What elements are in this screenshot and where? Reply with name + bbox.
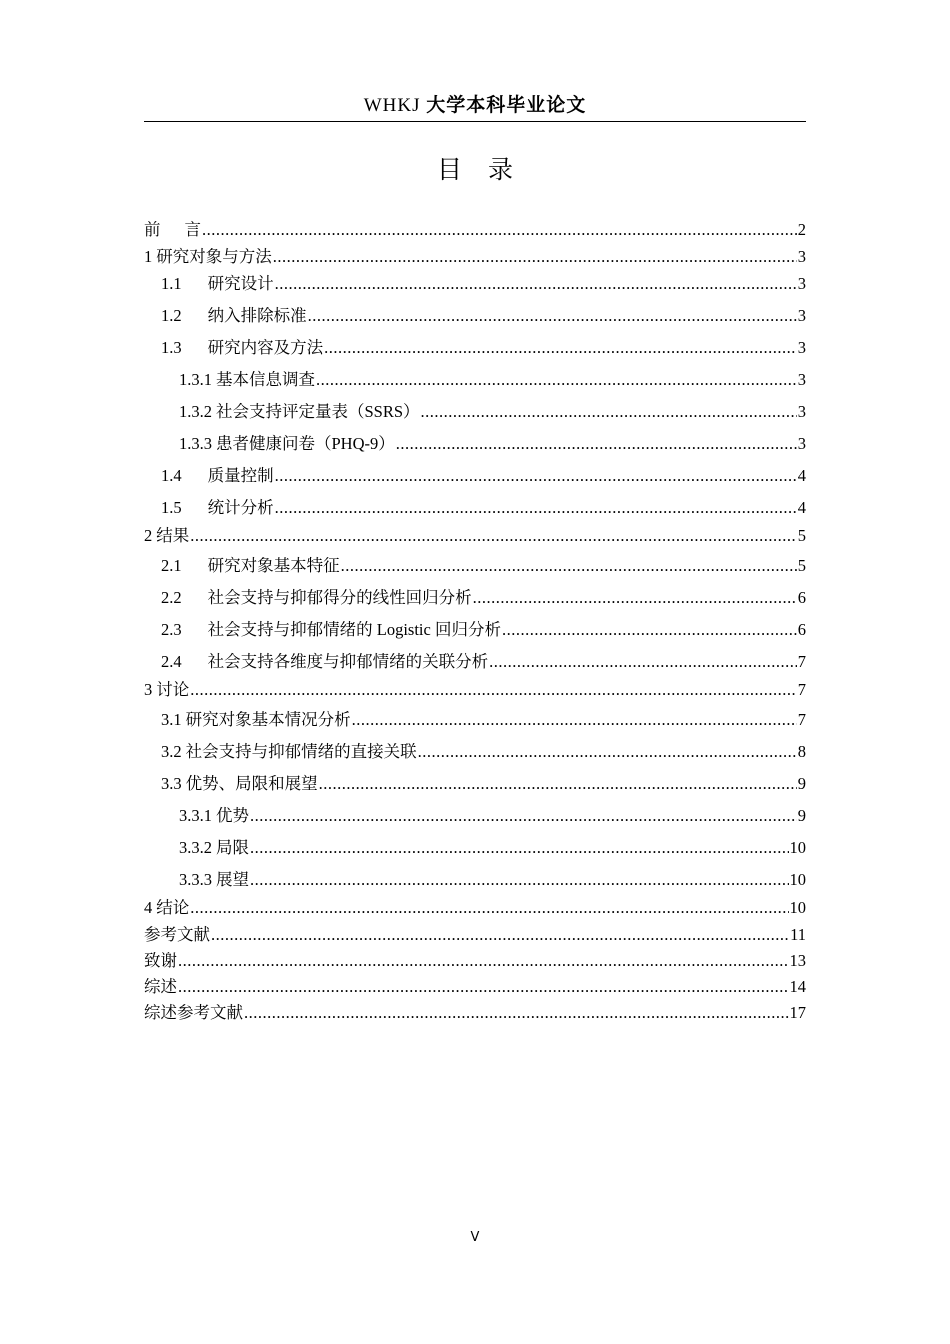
toc-entry-number: 3.3.1 (179, 806, 212, 825)
toc-entry[interactable] (144, 676, 806, 706)
toc-entry-title: 结果 (156, 526, 190, 545)
toc-entry[interactable] (144, 973, 806, 999)
toc-entry-page: 11 (790, 925, 806, 944)
toc-entry[interactable] (144, 430, 806, 462)
toc-entry-page: 13 (789, 951, 806, 970)
toc-entry-number: 3.2 (161, 742, 182, 761)
toc-entry[interactable] (144, 494, 806, 522)
toc-entry-title: 参考文献 (144, 925, 210, 944)
toc-entry-number: 2.4 (161, 652, 182, 671)
toc-dot-leader (502, 620, 797, 640)
toc-entry-title: 局限 (216, 838, 249, 857)
toc-entry-page: 17 (789, 1003, 806, 1022)
toc-entry-title: 基本信息调查 (216, 370, 315, 389)
toc-entry[interactable] (144, 738, 806, 770)
toc-entry-title: 综述参考文献 (144, 1003, 243, 1022)
toc-entry-page: 5 (797, 556, 806, 575)
toc-entry-page: 10 (789, 870, 806, 889)
toc-entry[interactable] (144, 462, 806, 494)
toc-entry[interactable] (144, 270, 806, 302)
toc-entry[interactable] (144, 398, 806, 430)
toc-entry-number: 3.3.2 (179, 838, 212, 857)
toc-entry-number: 3.1 (161, 710, 182, 729)
toc-entry-number: 2 (144, 526, 153, 545)
toc-entry-number: 1.4 (161, 466, 182, 485)
toc-entry-number: 1.5 (161, 498, 182, 517)
toc-dot-leader (273, 247, 797, 267)
toc-entry-title: 言 (184, 220, 201, 239)
toc-entry-number: 前 (144, 220, 161, 239)
toc-entry-title: 研究对象与方法 (156, 247, 272, 266)
toc-dot-leader (421, 402, 797, 422)
toc-dot-leader (275, 466, 797, 486)
toc-entry[interactable] (144, 616, 806, 648)
toc-entry-title: 社会支持与抑郁得分的线性回归分析 (207, 588, 472, 607)
toc-entry-page: 3 (797, 306, 806, 325)
toc-entry-title: 统计分析 (207, 498, 274, 517)
toc-entry-title: 综述 (144, 977, 177, 996)
toc-entry-number: 3 (144, 680, 153, 699)
toc-dot-leader (324, 338, 797, 358)
toc-entry-page: 9 (797, 774, 806, 793)
toc-entry-number: 2.3 (161, 620, 182, 639)
header-prefix: WHKJ (363, 95, 427, 116)
toc-dot-leader (178, 951, 789, 971)
toc-entry-title: 优势、局限和展望 (185, 774, 318, 793)
toc-entry[interactable] (144, 648, 806, 676)
toc-entry-page: 10 (789, 838, 806, 857)
toc-entry-page: 3 (797, 247, 806, 266)
toc-entry-page: 7 (797, 710, 806, 729)
toc-dot-leader (190, 898, 788, 918)
toc-entry-number: 4 (144, 898, 153, 917)
toc-dot-leader (250, 870, 789, 890)
page-header (144, 92, 806, 120)
toc-entry[interactable] (144, 243, 806, 270)
toc-dot-leader (211, 925, 789, 945)
toc-entry-number: 3.3 (161, 774, 182, 793)
toc-entry[interactable] (144, 584, 806, 616)
toc-entry[interactable] (144, 706, 806, 738)
header-university: 大学本科毕业论文 (426, 95, 587, 116)
toc-entry-number: 1.3.1 (179, 370, 212, 389)
toc-entry-title: 纳入排除标准 (207, 306, 307, 325)
toc-entry-page: 10 (789, 898, 806, 917)
toc-entry-page: 3 (797, 402, 806, 421)
toc-dot-leader (418, 742, 797, 762)
toc-entry-page: 3 (797, 274, 806, 293)
toc-entry-page: 5 (797, 526, 806, 545)
toc-entry-page: 4 (797, 466, 806, 485)
toc-entry-page: 2 (797, 220, 806, 239)
toc-entry[interactable] (144, 334, 806, 366)
toc-entry-page: 3 (797, 370, 806, 389)
toc-dot-leader (473, 588, 797, 608)
toc-dot-leader (341, 556, 797, 576)
toc-entry-title: 质量控制 (207, 466, 274, 485)
toc-entry[interactable] (144, 366, 806, 398)
toc-entry-number: 2.1 (161, 556, 182, 575)
page-number: V (470, 1230, 480, 1245)
toc-entry[interactable] (144, 302, 806, 334)
toc-dot-leader (319, 774, 797, 794)
toc-dot-leader (190, 526, 797, 546)
header-rule (144, 121, 806, 122)
toc-entry[interactable] (144, 894, 806, 921)
toc-entry-title: 研究内容及方法 (207, 338, 324, 357)
toc-entry-title: 结论 (156, 898, 190, 917)
toc-entry-number: 1.1 (161, 274, 182, 293)
toc-entry[interactable] (144, 802, 806, 834)
table-of-contents (144, 216, 806, 1025)
toc-entry-title: 社会支持评定量表（SSRS） (216, 402, 420, 421)
toc-entry-number: 1.3 (161, 338, 182, 357)
toc-entry-number: 1.2 (161, 306, 182, 325)
toc-entry-page: 7 (797, 680, 806, 699)
toc-entry[interactable] (144, 834, 806, 866)
toc-dot-leader (489, 652, 797, 672)
toc-entry[interactable] (144, 999, 806, 1025)
toc-entry[interactable] (144, 216, 806, 243)
toc-dot-leader (316, 370, 797, 390)
toc-entry-page: 14 (789, 977, 806, 996)
toc-entry-page: 6 (797, 620, 806, 639)
toc-entry-title: 讨论 (156, 680, 190, 699)
toc-entry-page: 9 (797, 806, 806, 825)
toc-dot-leader (202, 220, 797, 240)
toc-entry-page: 6 (797, 588, 806, 607)
toc-dot-leader (275, 498, 797, 518)
toc-entry[interactable] (144, 552, 806, 584)
toc-entry-page: 4 (797, 498, 806, 517)
toc-dot-leader (308, 306, 797, 326)
toc-entry[interactable] (144, 770, 806, 802)
toc-entry-number: 1.3.3 (179, 434, 212, 453)
toc-dot-leader (244, 1003, 789, 1023)
toc-entry-title: 研究设计 (207, 274, 274, 293)
toc-entry-title: 社会支持与抑郁情绪的直接关联 (185, 742, 417, 761)
toc-entry-title: 研究对象基本情况分析 (185, 710, 351, 729)
toc-dot-leader (250, 806, 797, 826)
toc-dot-leader (396, 434, 797, 454)
toc-entry[interactable] (144, 921, 806, 947)
toc-dot-leader (250, 838, 789, 858)
toc-title: 目录 (436, 155, 539, 184)
toc-entry-page: 8 (797, 742, 806, 761)
toc-dot-leader (190, 680, 797, 700)
toc-entry-number: 2.2 (161, 588, 182, 607)
toc-entry-page: 3 (797, 434, 806, 453)
toc-entry[interactable] (144, 522, 806, 552)
toc-entry-title: 致谢 (144, 951, 177, 970)
toc-entry-title: 患者健康问卷（PHQ-9） (216, 434, 395, 453)
toc-entry-number: 3.3.3 (179, 870, 212, 889)
toc-entry-title: 展望 (216, 870, 249, 889)
toc-dot-leader (275, 274, 797, 294)
toc-entry-page: 7 (797, 652, 806, 671)
toc-entry-title: 社会支持与抑郁情绪的 Logistic 回归分析 (207, 620, 501, 639)
toc-entry[interactable] (144, 947, 806, 973)
toc-entry-page: 3 (797, 338, 806, 357)
toc-entry-number: 1 (144, 247, 153, 266)
toc-dot-leader (178, 977, 789, 997)
toc-dot-leader (352, 710, 797, 730)
toc-entry-title: 社会支持各维度与抑郁情绪的关联分析 (207, 652, 489, 671)
toc-entry-title: 优势 (216, 806, 249, 825)
toc-entry-number: 1.3.2 (179, 402, 212, 421)
toc-entry[interactable] (144, 866, 806, 894)
toc-entry-title: 研究对象基本特征 (207, 556, 340, 575)
